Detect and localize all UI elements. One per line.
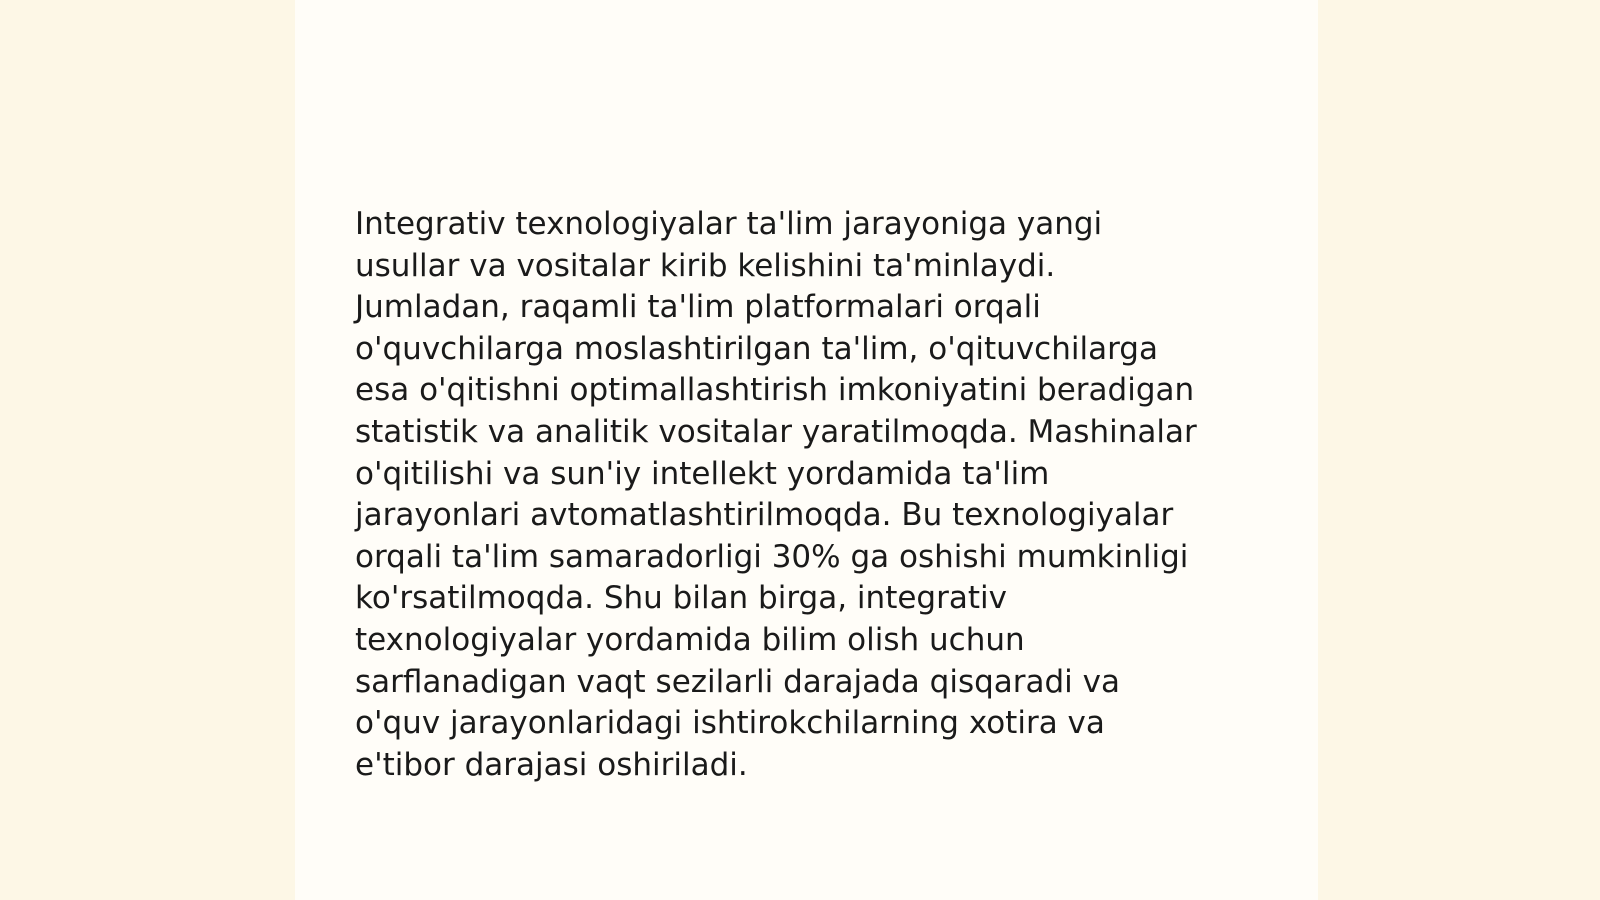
body-paragraph: Integrativ texnologiyalar ta'lim jarayoniga yangi usullar va vositalar kirib kelishini ta'minlaydi. Jumladan, raqamli ta'lim platformalari orqali o'quvchilarga moslashtirilgan ta'lim, o'qituvchilarga esa o'qitishni optimallashtirish imkoniyatini beradigan statistik va analitik vositalar yaratilmoqda. Mashinalar o'qitilishi va sun'iy intellekt yordamida ta'lim jarayonlari avtomatlashtirilmoqda. Bu texnologiyalar orqali ta'lim samaradorligi 30% ga oshishi mumkinligi ko'rsatilmoqda. Shu bilan birga, integrativ texnologiyalar yordamida bilim olish uchun sarflanadigan vaqt sezilarli darajada qisqaradi va o'quv jarayonlaridagi ishtirokchilarning xotira va e'tibor darajasi oshiriladi.: [355, 206, 1197, 783]
right-margin-panel: [1318, 0, 1600, 900]
document-page: [295, 0, 1318, 900]
left-margin-panel: [0, 0, 295, 900]
